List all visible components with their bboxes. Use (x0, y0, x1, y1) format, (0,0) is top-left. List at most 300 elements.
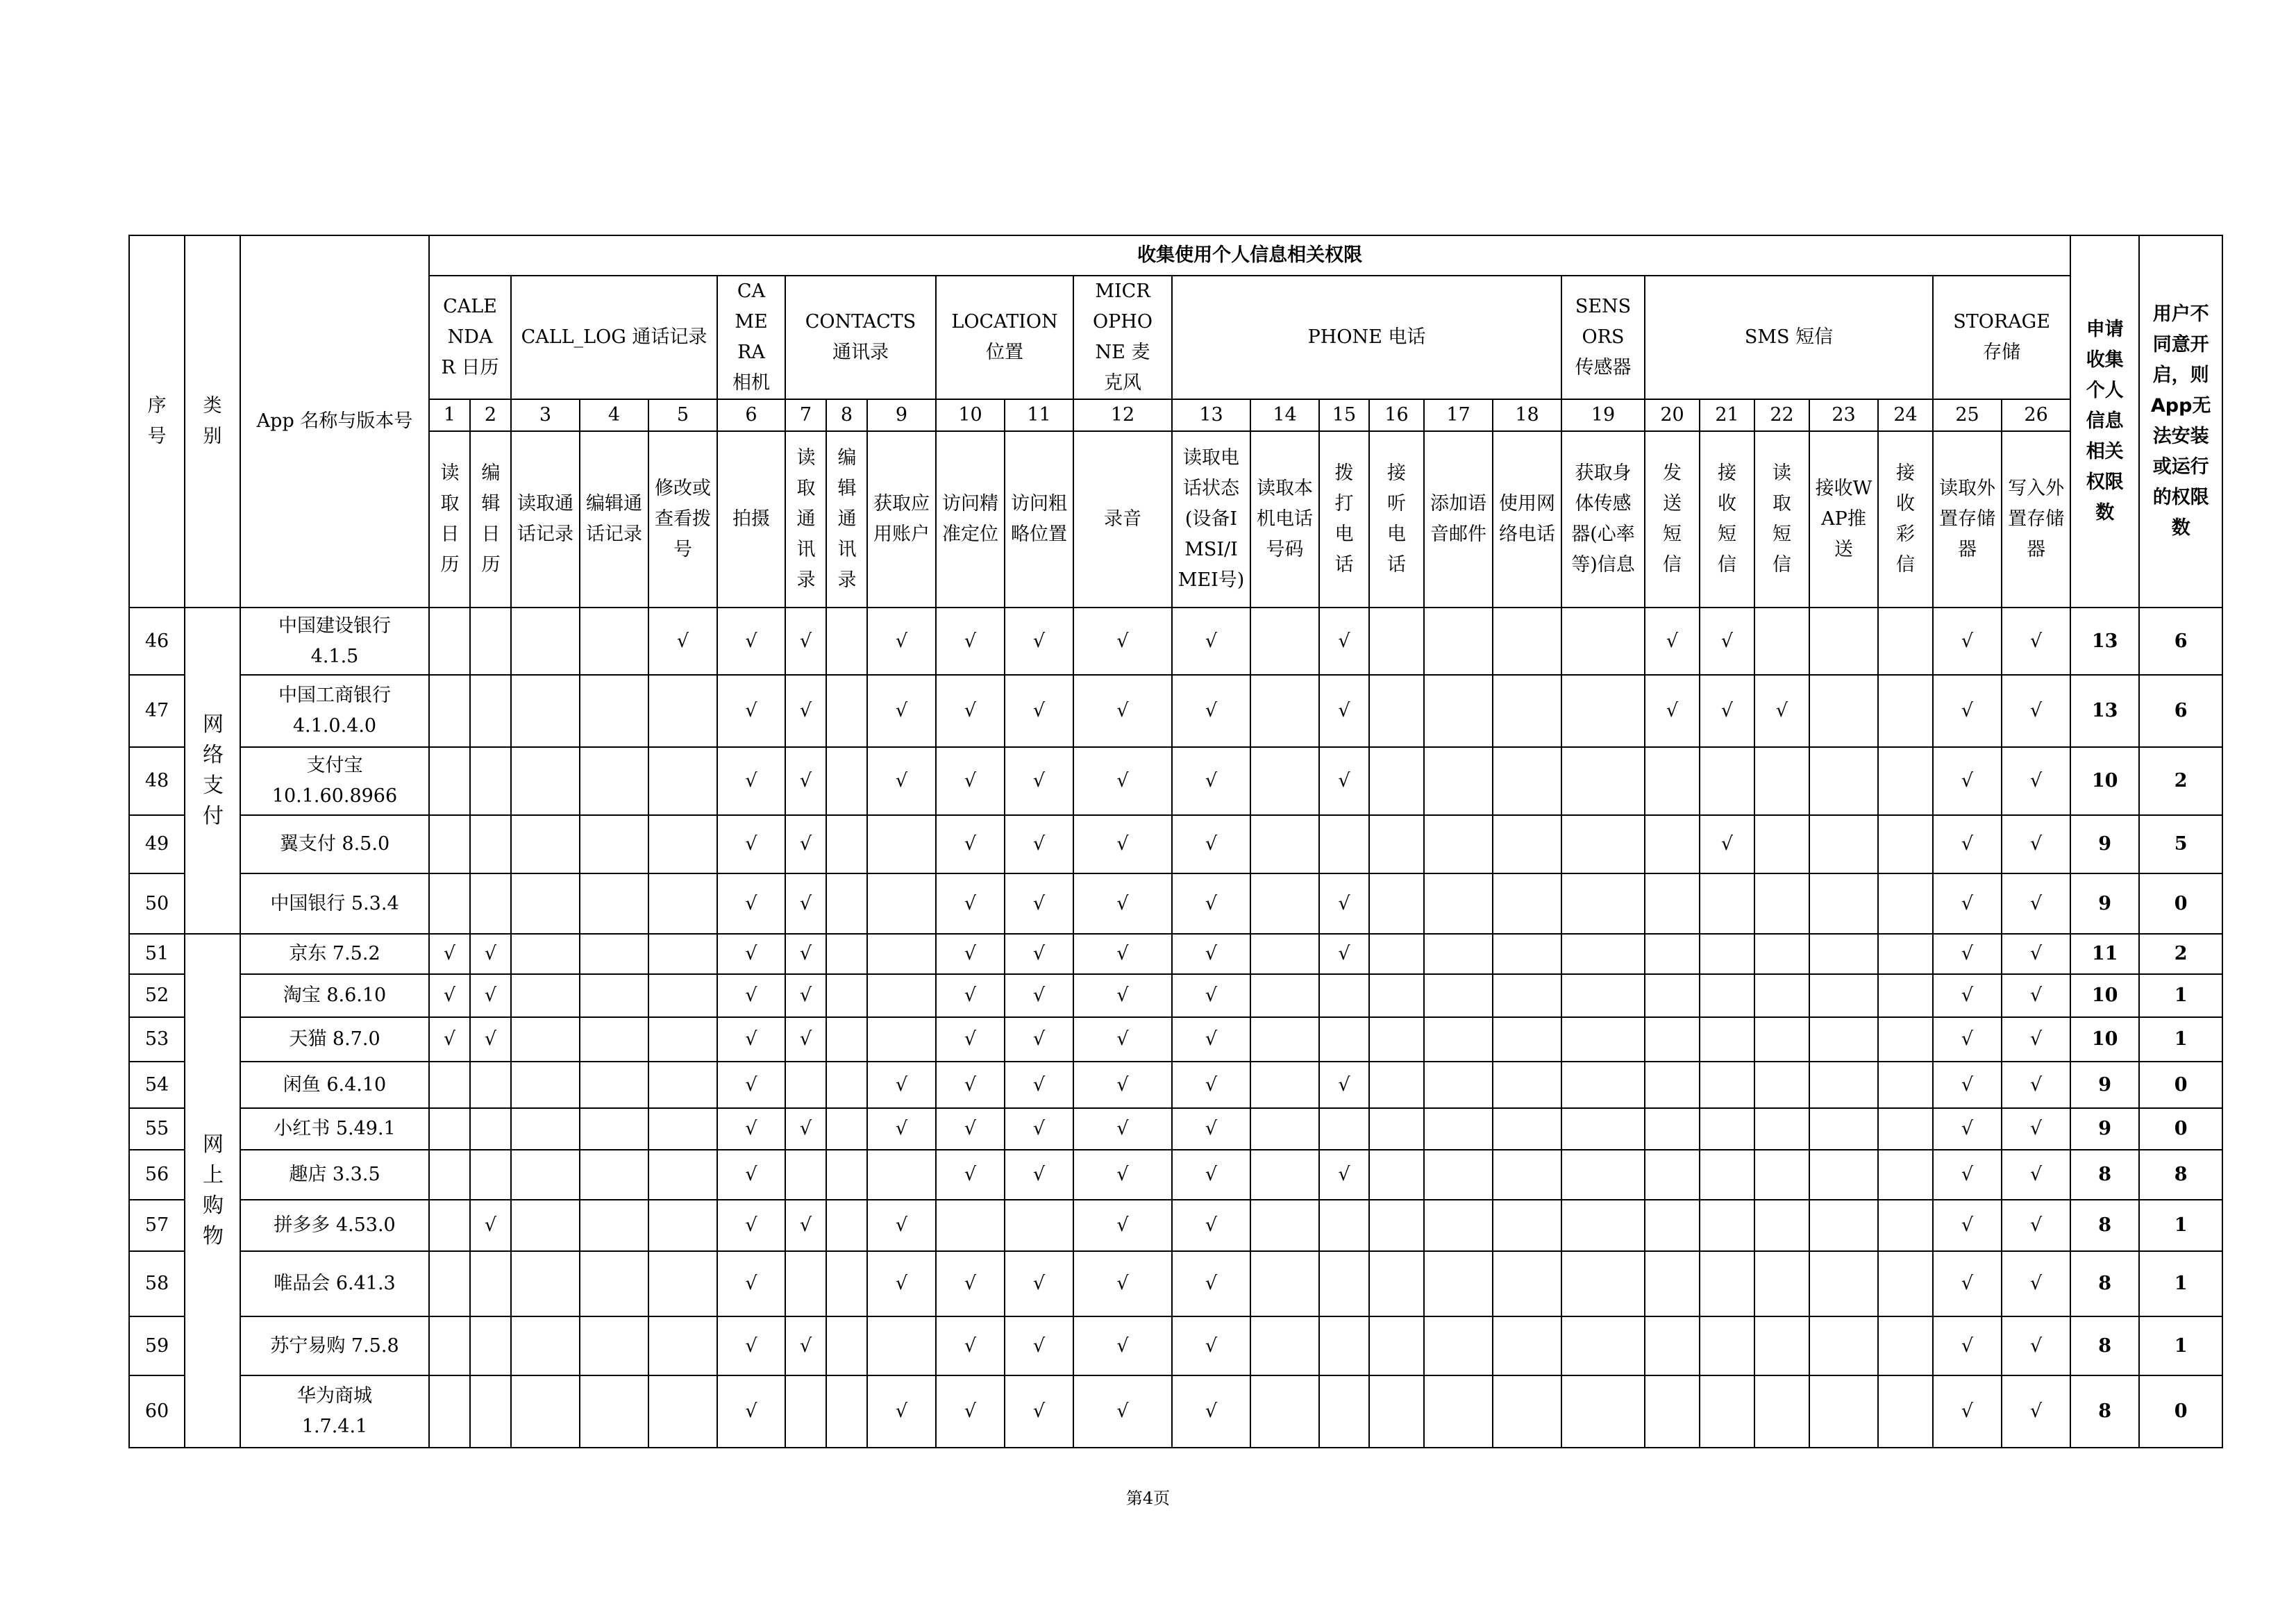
perm-cell-15 (1319, 1150, 1369, 1200)
perm-cell-24 (1878, 1017, 1933, 1062)
check-mark-icon: √ (1116, 1400, 1129, 1422)
perm-cell-22 (1754, 608, 1809, 675)
perm-cell-4 (580, 1316, 648, 1375)
perm-number-9: 9 (867, 399, 936, 431)
perm-cell-3 (511, 1062, 580, 1108)
perm-cell-19 (1561, 608, 1645, 675)
perm-cell-2 (470, 815, 511, 873)
perm-cell-16 (1369, 1150, 1424, 1200)
perm-cell-15 (1319, 1251, 1369, 1316)
perm-cell-10 (936, 1108, 1005, 1150)
perm-cell-26 (2002, 1150, 2070, 1200)
perm-cell-23 (1809, 1017, 1878, 1062)
perm-cell-23 (1809, 1200, 1878, 1251)
perm-cell-14 (1250, 675, 1319, 747)
perm-cell-21 (1700, 675, 1754, 747)
perm-name-6: 拍摄 (717, 431, 785, 608)
perm-cell-8 (826, 974, 867, 1017)
perm-cell-1 (429, 815, 470, 873)
perm-cell-14 (1250, 1062, 1319, 1108)
perm-cell-16 (1369, 815, 1424, 873)
row-total: 8 (2070, 1375, 2139, 1448)
perm-cell-10 (936, 1062, 1005, 1108)
perm-cell-7 (785, 815, 826, 873)
perm-cell-11 (1005, 1150, 1073, 1200)
check-mark-icon: √ (1032, 770, 1046, 792)
perm-cell-2 (470, 1200, 511, 1251)
perm-cell-24 (1878, 1200, 1933, 1251)
check-mark-icon: √ (1961, 1334, 1974, 1357)
perm-cell-26 (2002, 675, 2070, 747)
perm-cell-18 (1493, 1108, 1561, 1150)
perm-cell-24 (1878, 608, 1933, 675)
row-app-name: 拼多多 4.53.0 (240, 1200, 429, 1251)
perm-cell-7 (785, 1062, 826, 1108)
perm-cell-16 (1369, 1251, 1424, 1316)
perm-cell-4 (580, 608, 648, 675)
perm-cell-3 (511, 675, 580, 747)
perm-cell-13 (1172, 1062, 1250, 1108)
perm-number-25: 25 (1933, 399, 2002, 431)
perm-cell-4 (580, 815, 648, 873)
perm-cell-4 (580, 1375, 648, 1448)
perm-cell-11 (1005, 934, 1073, 974)
perm-cell-26 (2002, 608, 2070, 675)
row-total: 9 (2070, 1062, 2139, 1108)
perm-cell-20 (1645, 1200, 1700, 1251)
perm-cell-26 (2002, 1316, 2070, 1375)
header-app-name: App 名称与版本号 (240, 235, 429, 608)
table-row (129, 747, 2222, 815)
check-mark-icon: √ (1116, 1214, 1129, 1236)
row-refuse: 6 (2139, 675, 2222, 747)
perm-number-8: 8 (826, 399, 867, 431)
perm-cell-23 (1809, 934, 1878, 974)
perm-cell-3 (511, 873, 580, 934)
check-mark-icon: √ (2029, 892, 2043, 914)
perm-cell-11 (1005, 873, 1073, 934)
perm-name-17: 添加语音邮件 (1424, 431, 1493, 608)
table-row (129, 1150, 2222, 1200)
perm-cell-2 (470, 1108, 511, 1150)
perm-cell-6 (717, 1108, 785, 1150)
perm-cell-19 (1561, 815, 1645, 873)
perm-cell-19 (1561, 1062, 1645, 1108)
check-mark-icon: √ (1338, 892, 1350, 914)
perm-cell-12 (1073, 1108, 1172, 1150)
perm-cell-7 (785, 1150, 826, 1200)
perm-cell-17 (1424, 1108, 1493, 1150)
perm-cell-9 (867, 1200, 936, 1251)
row-total: 10 (2070, 974, 2139, 1017)
check-mark-icon: √ (745, 1334, 757, 1357)
perm-cell-24 (1878, 1150, 1933, 1200)
perm-cell-4 (580, 1062, 648, 1108)
perm-number-21: 21 (1700, 399, 1754, 431)
check-mark-icon: √ (1116, 1118, 1129, 1139)
perm-number-15: 15 (1319, 399, 1369, 431)
perm-cell-14 (1250, 1108, 1319, 1150)
perm-cell-11 (1005, 1316, 1073, 1375)
perm-cell-6 (717, 1150, 785, 1200)
perm-cell-4 (580, 1200, 648, 1251)
check-mark-icon: √ (964, 1073, 977, 1096)
row-seq: 51 (129, 934, 185, 974)
row-category: 网络支付 (185, 608, 240, 934)
perm-cell-25 (1933, 1108, 2002, 1150)
check-mark-icon: √ (1032, 630, 1046, 652)
perm-cell-20 (1645, 675, 1700, 747)
check-mark-icon: √ (676, 630, 689, 652)
perm-cell-8 (826, 1017, 867, 1062)
perm-cell-18 (1493, 1316, 1561, 1375)
perm-name-9: 获取应用账户 (867, 431, 936, 608)
perm-name-10: 访问精准定位 (936, 431, 1005, 608)
check-mark-icon: √ (895, 700, 908, 721)
perm-cell-20 (1645, 934, 1700, 974)
table-row (129, 934, 2222, 974)
perm-cell-5 (648, 815, 717, 873)
check-mark-icon: √ (1205, 833, 1218, 855)
table-row (129, 1017, 2222, 1062)
permissions-table (128, 235, 2223, 1448)
perm-cell-9 (867, 1150, 936, 1200)
perm-cell-10 (936, 974, 1005, 1017)
row-refuse: 1 (2139, 974, 2222, 1017)
perm-cell-20 (1645, 1251, 1700, 1316)
row-app-name: 趣店 3.3.5 (240, 1150, 429, 1200)
check-mark-icon: √ (1961, 943, 1974, 964)
perm-cell-1 (429, 1375, 470, 1448)
perm-cell-18 (1493, 934, 1561, 974)
perm-cell-8 (826, 873, 867, 934)
perm-cell-2 (470, 1150, 511, 1200)
perm-cell-15 (1319, 1316, 1369, 1375)
perm-cell-11 (1005, 1062, 1073, 1108)
perm-name-20: 发送短信 (1645, 431, 1700, 608)
row-app-name: 唯品会 6.41.3 (240, 1251, 429, 1316)
check-mark-icon: √ (895, 630, 908, 652)
perm-cell-4 (580, 1150, 648, 1200)
perm-cell-3 (511, 747, 580, 815)
perm-cell-10 (936, 608, 1005, 675)
perm-number-4: 4 (580, 399, 648, 431)
perm-cell-11 (1005, 608, 1073, 675)
perm-cell-4 (580, 747, 648, 815)
perm-cell-22 (1754, 1150, 1809, 1200)
row-refuse: 0 (2139, 1108, 2222, 1150)
row-app-name: 翼支付 8.5.0 (240, 815, 429, 873)
perm-cell-20 (1645, 873, 1700, 934)
group-location: LOCATION 位置 (936, 276, 1073, 399)
row-refuse: 5 (2139, 815, 2222, 873)
check-mark-icon: √ (964, 943, 977, 964)
perm-cell-26 (2002, 873, 2070, 934)
perm-cell-7 (785, 675, 826, 747)
perm-cell-12 (1073, 815, 1172, 873)
perm-cell-13 (1172, 934, 1250, 974)
perm-cell-12 (1073, 1062, 1172, 1108)
perm-cell-25 (1933, 608, 2002, 675)
check-mark-icon: √ (745, 770, 757, 792)
row-seq: 48 (129, 747, 185, 815)
perm-name-3: 读取通话记录 (511, 431, 580, 608)
perm-cell-26 (2002, 934, 2070, 974)
perm-cell-20 (1645, 1150, 1700, 1200)
perm-cell-1 (429, 1108, 470, 1150)
perm-cell-16 (1369, 1200, 1424, 1251)
perm-cell-18 (1493, 675, 1561, 747)
row-seq: 53 (129, 1017, 185, 1062)
perm-cell-12 (1073, 974, 1172, 1017)
check-mark-icon: √ (1032, 1028, 1046, 1050)
row-refuse: 1 (2139, 1200, 2222, 1251)
check-mark-icon: √ (745, 1164, 757, 1185)
perm-cell-23 (1809, 873, 1878, 934)
perm-cell-16 (1369, 934, 1424, 974)
perm-cell-14 (1250, 1375, 1319, 1448)
perm-cell-22 (1754, 675, 1809, 747)
perm-cell-6 (717, 974, 785, 1017)
check-mark-icon: √ (1961, 1214, 1974, 1236)
perm-name-7: 读取通讯录 (785, 431, 826, 608)
row-total: 10 (2070, 747, 2139, 815)
perm-cell-22 (1754, 815, 1809, 873)
group-microphone: MICROPHONE 麦克风 (1073, 276, 1172, 399)
perm-cell-21 (1700, 1375, 1754, 1448)
perm-cell-10 (936, 1150, 1005, 1200)
check-mark-icon: √ (1205, 630, 1218, 652)
perm-cell-2 (470, 1251, 511, 1316)
row-refuse: 1 (2139, 1251, 2222, 1316)
perm-cell-11 (1005, 815, 1073, 873)
perm-cell-24 (1878, 934, 1933, 974)
check-mark-icon: √ (1116, 892, 1129, 914)
perm-name-23: 接收WAP推送 (1809, 431, 1878, 608)
perm-cell-26 (2002, 1200, 2070, 1251)
perm-cell-7 (785, 1108, 826, 1150)
row-total: 9 (2070, 1108, 2139, 1150)
perm-cell-18 (1493, 608, 1561, 675)
perm-cell-14 (1250, 747, 1319, 815)
perm-cell-5 (648, 608, 717, 675)
perm-cell-12 (1073, 747, 1172, 815)
perm-cell-13 (1172, 873, 1250, 934)
row-app-name: 华为商城 1.7.4.1 (240, 1375, 429, 1448)
perm-cell-5 (648, 1062, 717, 1108)
perm-cell-3 (511, 1375, 580, 1448)
perm-cell-9 (867, 1017, 936, 1062)
perm-cell-13 (1172, 1375, 1250, 1448)
perm-cell-3 (511, 1251, 580, 1316)
perm-cell-12 (1073, 873, 1172, 934)
check-mark-icon: √ (1032, 943, 1046, 964)
row-seq: 59 (129, 1316, 185, 1375)
perm-cell-18 (1493, 1017, 1561, 1062)
group-phone: PHONE 电话 (1172, 276, 1561, 399)
perm-cell-7 (785, 873, 826, 934)
perm-cell-11 (1005, 747, 1073, 815)
check-mark-icon: √ (1338, 1164, 1350, 1185)
perm-cell-2 (470, 873, 511, 934)
check-mark-icon: √ (745, 630, 757, 652)
perm-cell-10 (936, 747, 1005, 815)
perm-cell-20 (1645, 1108, 1700, 1150)
check-mark-icon: √ (2029, 1118, 2043, 1139)
perm-cell-1 (429, 675, 470, 747)
row-total: 10 (2070, 1017, 2139, 1062)
row-total: 13 (2070, 608, 2139, 675)
perm-cell-15 (1319, 1062, 1369, 1108)
perm-cell-13 (1172, 1200, 1250, 1251)
group-storage: STORAGE 存储 (1933, 276, 2070, 399)
perm-cell-24 (1878, 974, 1933, 1017)
perm-cell-12 (1073, 1251, 1172, 1316)
perm-number-26: 26 (2002, 399, 2070, 431)
perm-cell-8 (826, 1316, 867, 1375)
perm-cell-4 (580, 1251, 648, 1316)
perm-cell-21 (1700, 1316, 1754, 1375)
perm-cell-10 (936, 1375, 1005, 1448)
perm-cell-8 (826, 1150, 867, 1200)
perm-cell-18 (1493, 974, 1561, 1017)
perm-cell-1 (429, 873, 470, 934)
perm-cell-6 (717, 934, 785, 974)
perm-cell-12 (1073, 934, 1172, 974)
perm-cell-18 (1493, 873, 1561, 934)
perm-cell-4 (580, 873, 648, 934)
perm-cell-6 (717, 747, 785, 815)
perm-cell-17 (1424, 1200, 1493, 1251)
row-app-name: 闲鱼 6.4.10 (240, 1062, 429, 1108)
perm-cell-19 (1561, 1316, 1645, 1375)
check-mark-icon: √ (1775, 700, 1788, 721)
check-mark-icon: √ (1116, 985, 1129, 1006)
perm-cell-15 (1319, 974, 1369, 1017)
perm-cell-24 (1878, 873, 1933, 934)
check-mark-icon: √ (895, 1214, 908, 1236)
perm-cell-24 (1878, 1062, 1933, 1108)
perm-cell-21 (1700, 934, 1754, 974)
perm-cell-6 (717, 675, 785, 747)
perm-cell-16 (1369, 1108, 1424, 1150)
table-row (129, 1200, 2222, 1251)
row-seq: 57 (129, 1200, 185, 1251)
perm-cell-14 (1250, 873, 1319, 934)
perm-cell-5 (648, 1251, 717, 1316)
perm-cell-19 (1561, 1251, 1645, 1316)
check-mark-icon: √ (964, 833, 977, 855)
perm-cell-11 (1005, 1251, 1073, 1316)
check-mark-icon: √ (1116, 630, 1129, 652)
row-total: 11 (2070, 934, 2139, 974)
perm-cell-10 (936, 934, 1005, 974)
check-mark-icon: √ (1116, 1164, 1129, 1185)
check-mark-icon: √ (484, 985, 497, 1006)
check-mark-icon: √ (2029, 1273, 2043, 1294)
perm-cell-2 (470, 1316, 511, 1375)
perm-cell-23 (1809, 974, 1878, 1017)
check-mark-icon: √ (2029, 833, 2043, 855)
perm-cell-7 (785, 934, 826, 974)
check-mark-icon: √ (1032, 1400, 1046, 1422)
check-mark-icon: √ (1032, 1164, 1046, 1185)
perm-cell-17 (1424, 1251, 1493, 1316)
perm-cell-25 (1933, 675, 2002, 747)
perm-cell-25 (1933, 1150, 2002, 1200)
perm-cell-2 (470, 1375, 511, 1448)
check-mark-icon: √ (895, 1400, 908, 1422)
check-mark-icon: √ (1205, 1400, 1218, 1422)
check-mark-icon: √ (964, 892, 977, 914)
perm-cell-12 (1073, 675, 1172, 747)
perm-name-15: 拨打电话 (1319, 431, 1369, 608)
perm-cell-19 (1561, 1375, 1645, 1448)
perm-cell-15 (1319, 747, 1369, 815)
check-mark-icon: √ (964, 1273, 977, 1294)
perm-cell-17 (1424, 934, 1493, 974)
row-app-name: 天猫 8.7.0 (240, 1017, 429, 1062)
perm-cell-8 (826, 1062, 867, 1108)
perm-cell-25 (1933, 974, 2002, 1017)
perm-cell-1 (429, 974, 470, 1017)
header-seq: 序号 (129, 235, 185, 608)
row-app-name: 苏宁易购 7.5.8 (240, 1316, 429, 1375)
perm-cell-9 (867, 873, 936, 934)
perm-cell-4 (580, 974, 648, 1017)
check-mark-icon: √ (1205, 1334, 1218, 1357)
perm-number-16: 16 (1369, 399, 1424, 431)
group-camera: CAMERA 相机 (717, 276, 785, 399)
check-mark-icon: √ (895, 1118, 908, 1139)
perm-cell-15 (1319, 934, 1369, 974)
perm-cell-6 (717, 608, 785, 675)
check-mark-icon: √ (745, 1400, 757, 1422)
perm-cell-11 (1005, 1017, 1073, 1062)
perm-cell-4 (580, 1017, 648, 1062)
perm-cell-11 (1005, 675, 1073, 747)
perm-cell-22 (1754, 1108, 1809, 1150)
group-sensors: SENSORS 传感器 (1561, 276, 1645, 399)
check-mark-icon: √ (745, 1273, 757, 1294)
perm-cell-22 (1754, 747, 1809, 815)
perm-cell-25 (1933, 815, 2002, 873)
perm-cell-11 (1005, 974, 1073, 1017)
perm-cell-24 (1878, 1251, 1933, 1316)
row-seq: 58 (129, 1251, 185, 1316)
row-refuse: 0 (2139, 873, 2222, 934)
perm-number-5: 5 (648, 399, 717, 431)
perm-cell-8 (826, 747, 867, 815)
perm-cell-4 (580, 934, 648, 974)
perm-cell-14 (1250, 1200, 1319, 1251)
perm-cell-21 (1700, 1251, 1754, 1316)
row-seq: 56 (129, 1150, 185, 1200)
perm-number-24: 24 (1878, 399, 1933, 431)
perm-name-16: 接听电话 (1369, 431, 1424, 608)
perm-cell-5 (648, 1108, 717, 1150)
perm-number-20: 20 (1645, 399, 1700, 431)
perm-cell-10 (936, 675, 1005, 747)
perm-cell-1 (429, 747, 470, 815)
perm-cell-9 (867, 608, 936, 675)
row-app-name: 小红书 5.49.1 (240, 1108, 429, 1150)
row-refuse: 8 (2139, 1150, 2222, 1200)
perm-cell-20 (1645, 1062, 1700, 1108)
perm-cell-20 (1645, 815, 1700, 873)
check-mark-icon: √ (1116, 700, 1129, 721)
perm-cell-14 (1250, 608, 1319, 675)
